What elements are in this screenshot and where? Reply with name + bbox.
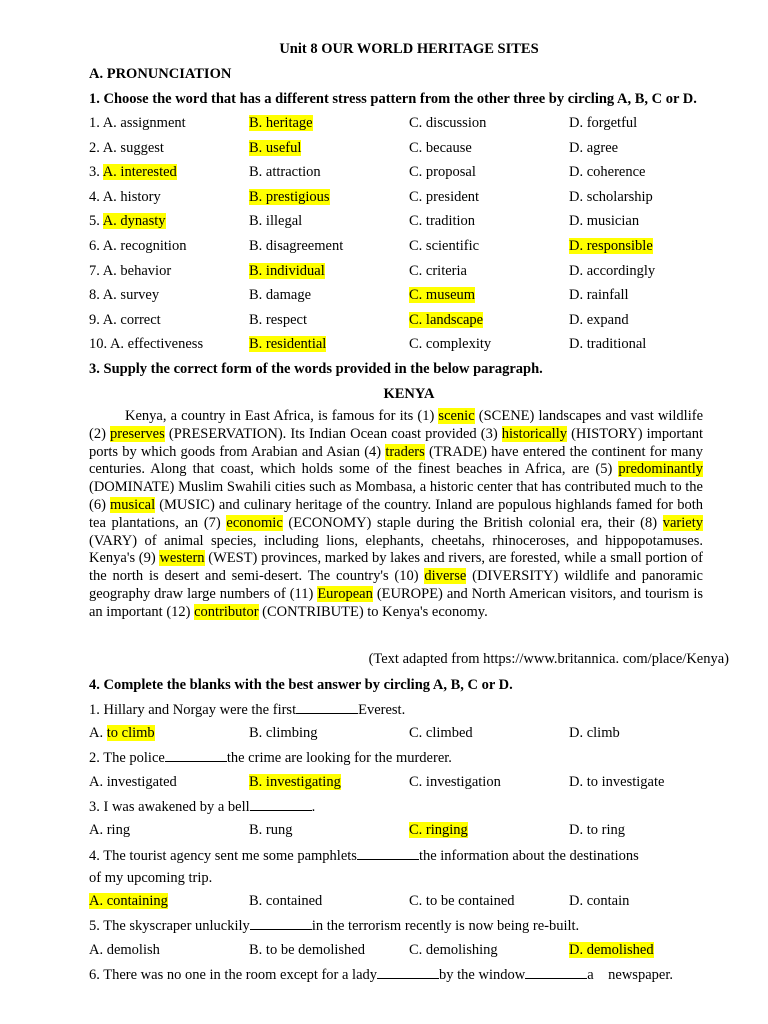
option-d[interactable]	[569, 334, 646, 354]
q4-item-4-options	[89, 891, 749, 911]
option-text: A. dynasty	[102, 213, 166, 230]
blank	[357, 847, 419, 860]
option-text: D. expand	[569, 311, 629, 328]
q1-instruction: 1. Choose the word that has a different stress pattern from the other three by circling A, B, C or D.	[89, 91, 697, 107]
option-text: B. useful	[249, 139, 302, 156]
option-b[interactable]: B. climbing	[249, 725, 318, 741]
option-a[interactable]	[89, 285, 159, 305]
option-d[interactable]: D. climb	[569, 725, 620, 741]
option-d[interactable]	[569, 310, 629, 330]
option-b[interactable]: B. rung	[249, 822, 293, 838]
option-a[interactable]	[89, 261, 171, 281]
q3-instruction: 3. Supply the correct form of the words provided in the below paragraph.	[89, 361, 543, 377]
option-text: C. tradition	[409, 213, 476, 230]
answer-1: scenic	[438, 408, 475, 424]
option-text: C. criteria	[409, 262, 467, 279]
question-number: 7.	[89, 262, 100, 279]
option-text: A. interested	[102, 164, 177, 181]
option-a[interactable]	[89, 162, 177, 182]
option-text: C. president	[409, 188, 480, 205]
option-b[interactable]	[249, 162, 321, 182]
option-b[interactable]	[249, 261, 325, 281]
option-text: B. residential	[249, 336, 327, 353]
option-d[interactable]	[569, 261, 655, 281]
option-text: B. heritage	[249, 115, 313, 131]
source-citation: (Text adapted from https://www.britannica. com/place/Kenya)	[368, 651, 729, 667]
option-text: B. respect	[249, 311, 307, 328]
answer-11: European	[317, 585, 373, 602]
option-d[interactable]	[569, 162, 645, 182]
option-text: B. prestigious	[249, 188, 330, 205]
option-c[interactable]	[409, 236, 479, 256]
q4-item-3-stem: 3. I was awakened by a bell .	[89, 799, 316, 815]
option-text: D. traditional	[569, 336, 647, 353]
option-text: A. effectiveness	[109, 336, 204, 353]
option-c[interactable]	[409, 113, 486, 133]
question-number: 6.	[89, 238, 100, 254]
question-number: 1.	[89, 115, 100, 131]
q1-row	[89, 187, 749, 207]
option-text: C. because	[409, 139, 472, 156]
page-title: Unit 8 OUR WORLD HERITAGE SITES	[279, 41, 539, 57]
option-text: C. landscape	[409, 311, 484, 328]
option-c[interactable]	[409, 310, 483, 330]
option-text: B. disagreement	[249, 238, 344, 254]
q4-item-2-options	[89, 772, 749, 792]
option-b[interactable]	[249, 211, 302, 231]
q1-row	[89, 113, 749, 133]
option-c[interactable]	[409, 285, 475, 305]
q4-item-4-stem-cont: of my upcoming trip.	[89, 870, 213, 886]
answer-12: contributor	[194, 603, 259, 620]
answer-4: traders	[385, 443, 425, 460]
option-c[interactable]	[409, 261, 467, 281]
option-d[interactable]	[569, 211, 639, 231]
option-text: B. damage	[249, 287, 312, 304]
option-text: B. illegal	[249, 213, 303, 230]
option-d[interactable]	[569, 236, 653, 256]
option-b[interactable]: B. to be demolished	[249, 942, 365, 958]
option-d[interactable]	[569, 138, 618, 158]
option-d[interactable]	[569, 187, 653, 207]
option-a[interactable]: A. demolish	[89, 942, 160, 958]
q1-row	[89, 261, 749, 281]
q4-item-5-options	[89, 940, 749, 960]
blank	[296, 701, 358, 714]
q4-item-1-stem: 1. Hillary and Norgay were the first Everest.	[89, 702, 406, 718]
option-b[interactable]: B. contained	[249, 893, 323, 909]
q4-item-5-stem: 5. The skyscraper unluckily in the terrorism recently is now being re-built.	[89, 918, 580, 934]
section-a-heading: A. PRONUNCIATION	[89, 66, 232, 82]
option-a[interactable]	[89, 211, 166, 231]
option-text: D. agree	[569, 139, 619, 156]
q1-row	[89, 236, 749, 256]
kenya-heading: KENYA	[383, 386, 435, 402]
option-d[interactable]: D. to ring	[569, 822, 625, 838]
option-a[interactable]: A. to climb	[89, 725, 155, 741]
option-d[interactable]: D. contain	[569, 893, 630, 909]
option-text: C. proposal	[409, 164, 476, 181]
option-text: A. behavior	[102, 262, 172, 279]
option-text: A. survey	[102, 287, 160, 304]
option-c[interactable]	[409, 162, 476, 182]
option-text: C. complexity	[409, 336, 492, 353]
option-text: C. museum	[409, 287, 476, 304]
q4-item-1-options	[89, 723, 749, 743]
option-text: C. discussion	[409, 115, 487, 131]
option-text: D. coherence	[569, 164, 646, 181]
blank	[165, 749, 227, 762]
option-text: C. scientific	[409, 238, 480, 254]
option-a[interactable]	[89, 138, 164, 158]
option-text: A. suggest	[102, 139, 164, 156]
q4-item-2-stem: 2. The police the crime are looking for the murderer.	[89, 750, 452, 766]
option-text: B. attraction	[249, 164, 321, 181]
answer-7: economic	[226, 514, 283, 531]
option-c[interactable]	[409, 334, 491, 354]
option-a[interactable]	[89, 187, 161, 207]
q4-item-6-stem: 6. There was no one in the room except for a lady by the window a newspaper.	[89, 967, 673, 983]
option-text: A. recognition	[102, 238, 187, 254]
question-number: 10.	[89, 336, 108, 353]
option-a[interactable]: A. investigated	[89, 774, 177, 790]
option-b[interactable]	[249, 138, 301, 158]
option-a[interactable]	[89, 236, 186, 256]
option-a[interactable]	[89, 334, 203, 354]
q1-row	[89, 285, 749, 305]
option-c[interactable]	[409, 211, 475, 231]
q1-row	[89, 138, 749, 158]
question-number: 2.	[89, 139, 100, 156]
q1-row	[89, 334, 749, 354]
blank	[250, 798, 312, 811]
option-c[interactable]	[409, 187, 479, 207]
question-number: 5.	[89, 213, 100, 230]
option-b[interactable]	[249, 113, 313, 133]
blank	[525, 966, 587, 979]
question-number: 4.	[89, 188, 100, 205]
q4-item-3-options	[89, 820, 749, 840]
q1-row	[89, 162, 749, 182]
option-c[interactable]: C. to be contained	[409, 893, 515, 909]
option-b[interactable]: B. investigating	[249, 774, 341, 790]
option-d[interactable]	[569, 285, 629, 305]
answer-8: variety	[662, 514, 703, 531]
option-d[interactable]: D. demolished	[569, 942, 654, 958]
answer-6: musical	[110, 496, 156, 513]
answer-10: diverse	[424, 568, 467, 585]
option-b[interactable]	[249, 310, 307, 330]
option-text: A. assignment	[102, 115, 186, 131]
option-b[interactable]	[249, 187, 330, 207]
option-text: B. individual	[249, 262, 325, 279]
question-number: 3.	[89, 164, 100, 181]
q4-item-4-stem: 4. The tourist agency sent me some pamphlets the information about the destinations	[89, 848, 639, 864]
option-text: D. accordingly	[569, 262, 656, 279]
option-c[interactable]: C. ringing	[409, 822, 468, 838]
blank	[250, 917, 312, 930]
option-c[interactable]: C. investigation	[409, 774, 501, 790]
answer-3: historically	[501, 425, 567, 442]
option-text: D. musician	[569, 213, 640, 230]
option-text: D. responsible	[569, 238, 653, 254]
option-a[interactable]: A. ring	[89, 822, 131, 838]
q1-row	[89, 211, 749, 231]
option-c[interactable]	[409, 138, 472, 158]
option-c[interactable]: C. demolishing	[409, 942, 498, 958]
q1-row	[89, 310, 749, 330]
kenya-paragraph: Kenya, a country in East Africa, is famous for its (1) scenic (SCENE) landscapes and vast wildlife (2) preserves (PRESERVATION). Its Indian Ocean coast provided (3) historically (HISTORY) important ports by which goods from Arabian and Asian (4) traders (TRADE) have entered the continent for many centuries. Along that coast, which holds some of the finest beaches in Africa, are (5) predominantly (DOMINATE) Muslim Swahili cities such as Mombasa, a historic center that has contributed much to the (6) musical (MUSIC) and culinary heritage of the country. Inland are populous highlands famed for both tea plantations, an (7) economic (ECONOMY) staple during the British colonial era, their (8) variety (VARY) of animal species, including lions, elephants, cheetahs, rhinoceroses, and hippopotamuses. Kenya's (9) western (WEST) provinces, marked by lakes and rivers, are forested, while a small portion of the north is desert and semi-desert. The country's (10) diverse (DIVERSITY) wildlife and panoramic geography draw large numbers of (11) European (EUROPE) and North American visitors, and tourism is an important (12) contributor (CONTRIBUTE) to Kenya's economy.	[89, 408, 704, 620]
option-text: D. scholarship	[569, 188, 653, 205]
option-c[interactable]: C. climbed	[409, 725, 473, 741]
option-b[interactable]	[249, 334, 326, 354]
option-text: D. rainfall	[569, 287, 629, 304]
q4-instruction: 4. Complete the blanks with the best answer by circling A, B, C or D.	[89, 677, 513, 693]
answer-5: predominantly	[618, 461, 703, 478]
question-number: 9.	[89, 311, 100, 328]
option-b[interactable]	[249, 236, 343, 256]
answer-9: western	[159, 550, 205, 567]
option-text: A. history	[102, 188, 161, 205]
option-a[interactable]: A. containing	[89, 893, 168, 909]
option-text: A. correct	[102, 311, 161, 328]
option-d[interactable]: D. to investigate	[569, 774, 665, 790]
option-b[interactable]	[249, 285, 311, 305]
option-a[interactable]	[89, 113, 186, 133]
answer-2: preserves	[110, 425, 165, 442]
blank	[377, 966, 439, 979]
option-a[interactable]	[89, 310, 161, 330]
question-number: 8.	[89, 287, 100, 304]
option-text: D. forgetful	[569, 115, 638, 131]
option-d[interactable]	[569, 113, 637, 133]
